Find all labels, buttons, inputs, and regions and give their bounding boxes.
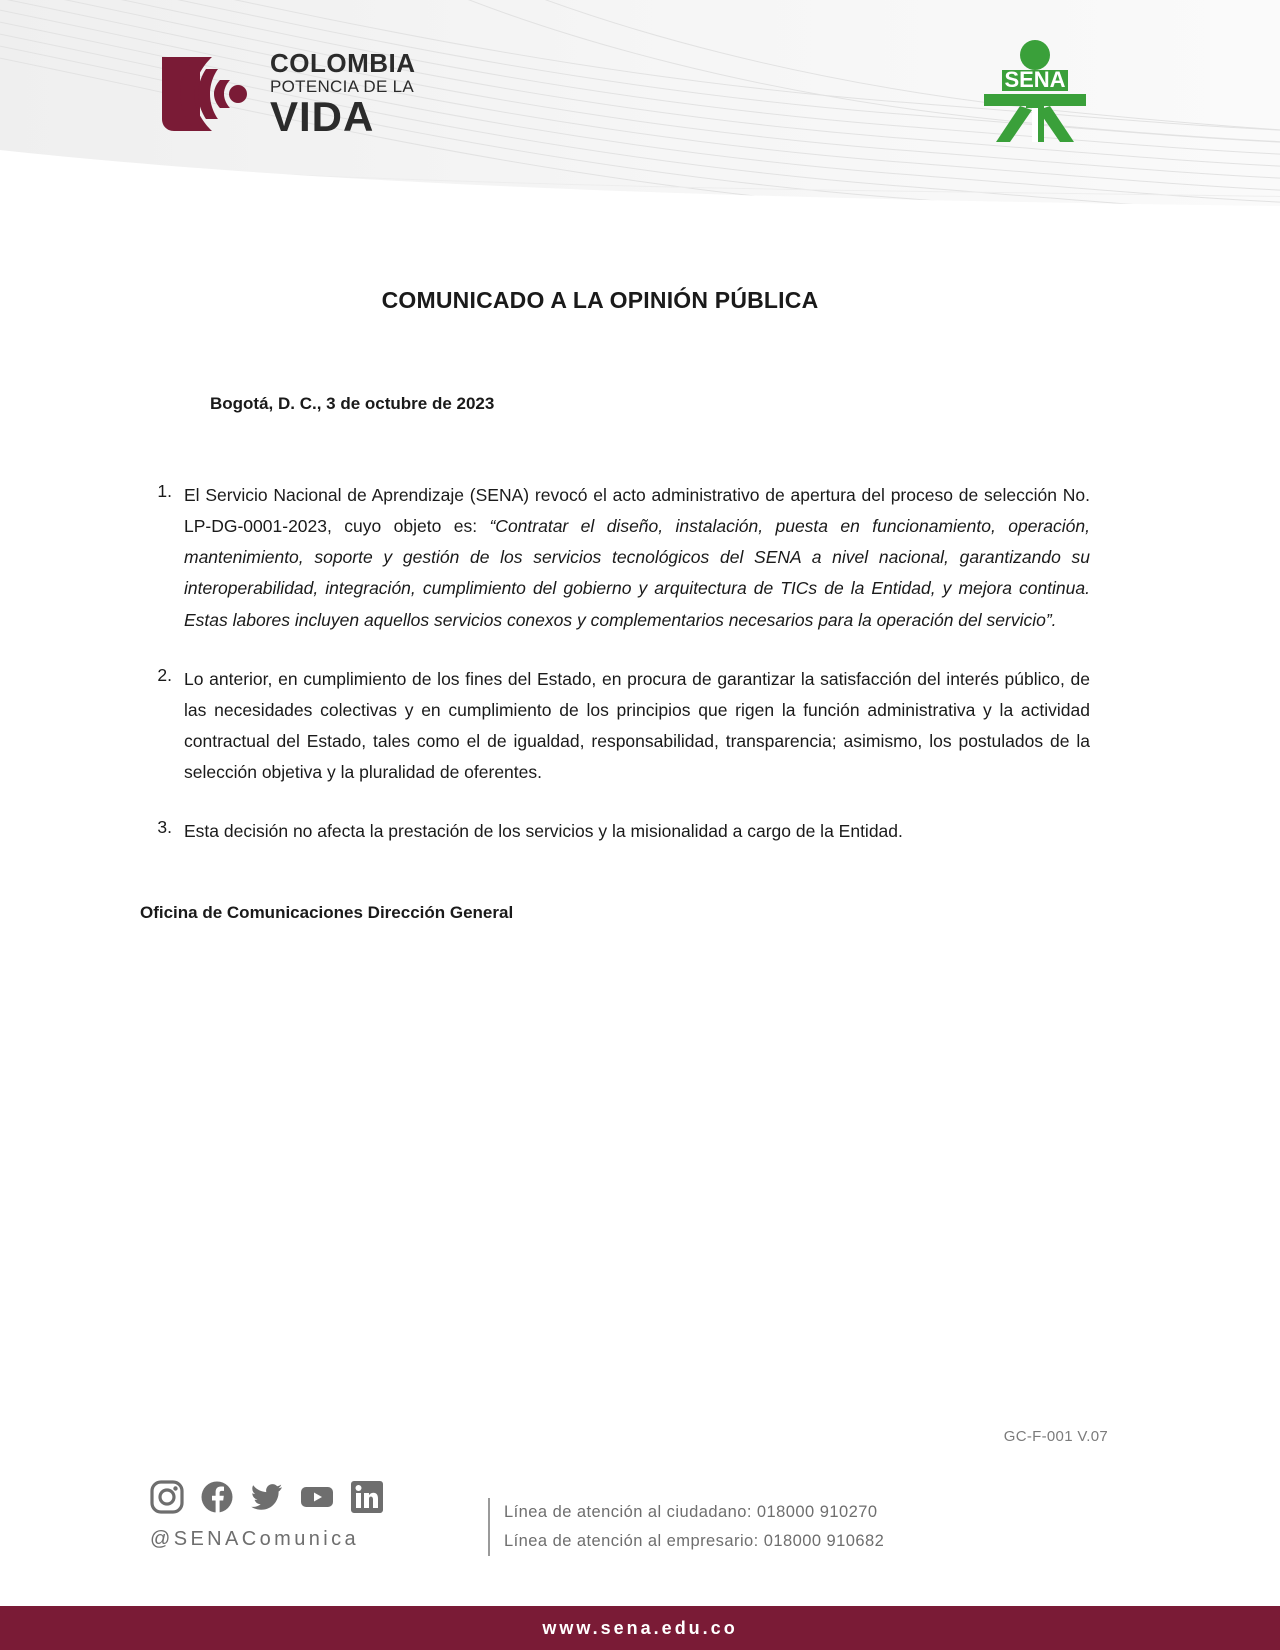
numbered-items-list	[140, 480, 1090, 847]
list-item-text: Esta decisión no afecta la prestación de los servicios y la misionalidad a cargo de la Entidad.	[184, 821, 903, 842]
twitter-icon[interactable]	[250, 1480, 284, 1514]
sena-logo	[980, 38, 1090, 142]
youtube-icon[interactable]	[300, 1480, 334, 1514]
colombia-wordmark-line3: VIDA	[270, 93, 375, 140]
social-block	[150, 1480, 450, 1551]
linkedin-icon[interactable]	[350, 1480, 384, 1514]
list-item	[140, 816, 1090, 847]
colombia-signal-mark	[160, 53, 256, 135]
contact-line-citizen: Línea de atención al ciudadano: 018000 910270	[504, 1503, 878, 1521]
page-footer	[0, 1420, 1280, 1650]
footer-content	[0, 1480, 1280, 1556]
instagram-icon[interactable]	[150, 1480, 184, 1514]
page-header	[0, 0, 1280, 215]
document-date: Bogotá, D. C., 3 de octubre de 2023	[210, 394, 495, 413]
list-item	[140, 480, 1090, 636]
social-icons-row	[150, 1480, 450, 1514]
form-code: GC-F-001 V.07	[1003, 1428, 1108, 1445]
list-item-quote: “Contratar el diseño, instalación, puesta en funcionamiento, operación, mantenimiento, soporte y gestión de los servicios tecnológicos del SENA a nivel nacional, garantizando su interoperabilidad, integración, cumplimiento del gobierno y arquitectura de TICs de la Entidad, y mejora continua. Estas labores incluyen aquellos servicios conexos y complementarios necesarios para la operación del servicio”.	[184, 516, 1090, 630]
list-item-body	[184, 816, 1090, 847]
list-item-text: El Servicio Nacional de Aprendizaje (SENA) revocó el acto administrativo de apertura del proceso de selección No. LP-DG-0001-2023, cuyo objeto es:	[184, 485, 1090, 537]
social-handle: @SENAComunica	[150, 1528, 360, 1550]
contact-block	[488, 1498, 884, 1556]
list-item-number: 1.	[157, 481, 172, 501]
contact-line-business: Línea de atención al empresario: 018000 910682	[504, 1531, 885, 1550]
document-body	[0, 287, 1280, 923]
signature-line: Oficina de Comunicaciones Dirección General	[140, 903, 514, 923]
sena-logo-label: SENA	[1004, 67, 1066, 92]
list-item-number: 2.	[157, 664, 172, 685]
bottom-bar	[0, 1606, 1280, 1650]
website-url[interactable]: www.sena.edu.co	[542, 1617, 738, 1638]
colombia-wordmark-line2: POTENCIA DE LA	[270, 77, 415, 96]
list-item-body	[184, 480, 1090, 636]
list-item-text: Lo anterior, en cumplimiento de los fines del Estado, en procura de garantizar la satisfacción del interés público, de las necesidades colectivas y en cumplimiento de los principios que rigen la función administrativa y la actividad contractual del Estado, tales como el de igualdad, responsabilidad, transparencia; asimismo, los postulados de la selección objetiva y la pluralidad de oferentes.	[184, 668, 1090, 783]
colombia-wordmark-line1: COLOMBIA	[270, 48, 416, 78]
colombia-wordmark	[270, 50, 416, 138]
list-item	[140, 664, 1090, 789]
list-item-number: 3.	[157, 817, 172, 838]
facebook-icon[interactable]	[200, 1480, 234, 1514]
page-title: COMUNICADO A LA OPINIÓN PÚBLICA	[381, 287, 819, 313]
colombia-logo	[160, 50, 416, 138]
list-item-body	[184, 664, 1090, 789]
